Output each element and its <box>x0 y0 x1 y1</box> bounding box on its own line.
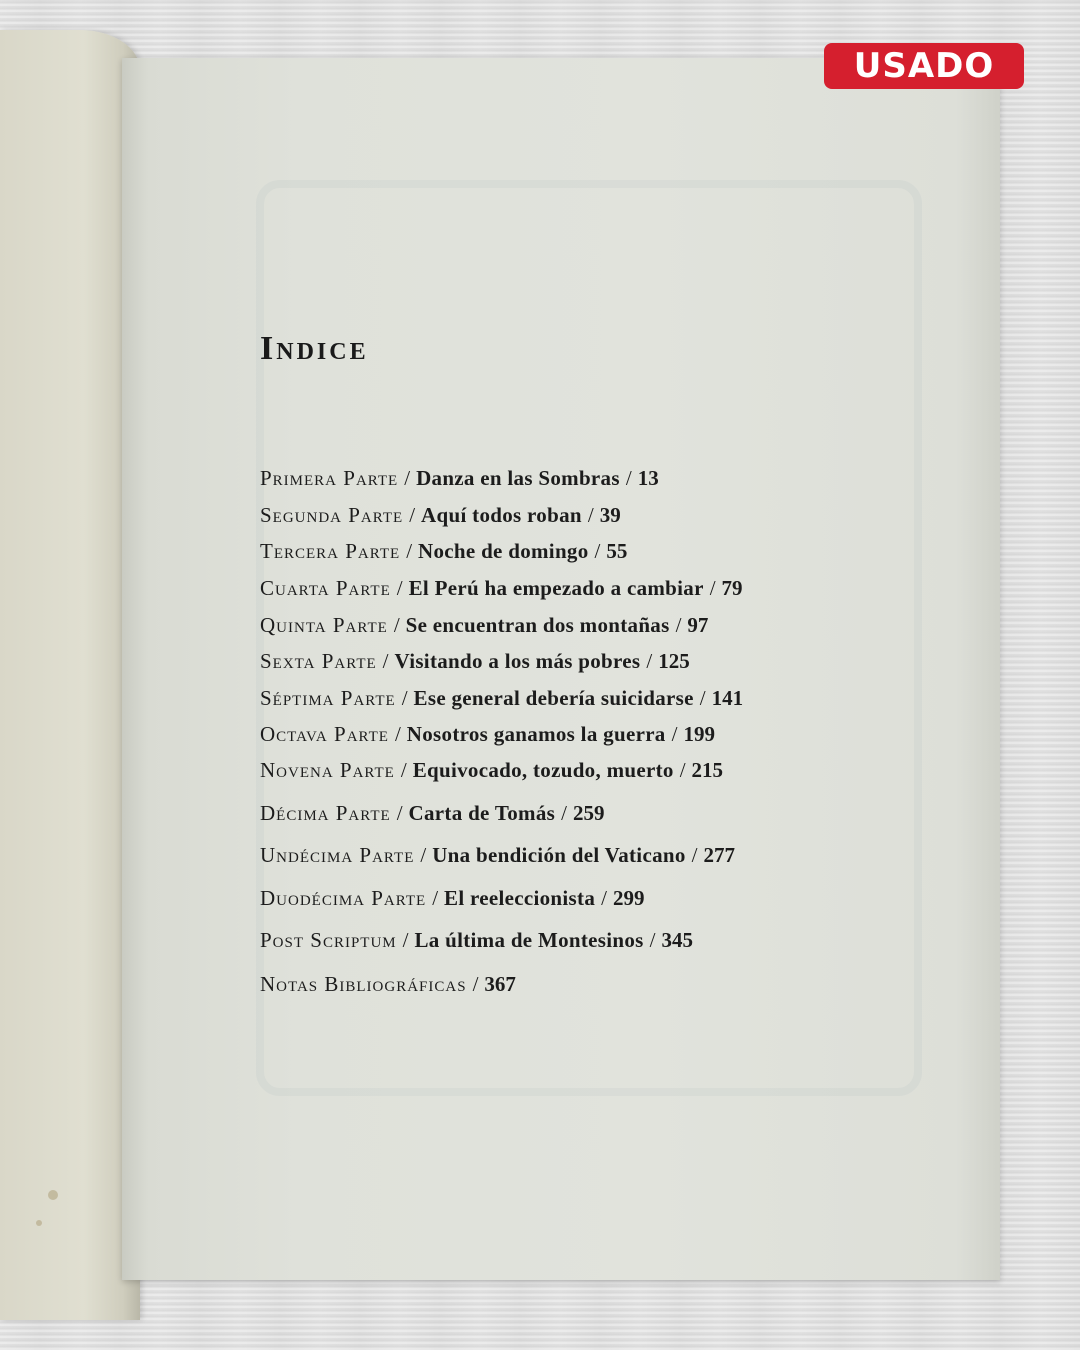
toc-page-number: 345 <box>661 928 693 952</box>
toc-page-number: 13 <box>637 466 659 490</box>
toc-entry <box>260 503 621 528</box>
toc-separator: / <box>594 539 601 563</box>
toc-separator: / <box>394 722 401 746</box>
toc-entry <box>260 886 644 911</box>
toc-separator: / <box>402 928 409 952</box>
toc-chapter-title: Noche de domingo <box>418 539 589 563</box>
toc-part-label: Tercera Parte <box>260 539 401 563</box>
toc-chapter-title: El Perú ha empezado a cambiar <box>408 576 704 600</box>
toc-part-label: Décima Parte <box>260 801 391 825</box>
toc-separator: / <box>393 613 400 637</box>
toc-chapter-title: Equivocado, tozudo, muerto <box>412 758 674 782</box>
toc-chapter-title: El reeleccionista <box>444 886 596 910</box>
toc-part-label: Séptima Parte <box>260 686 396 710</box>
toc-entry <box>260 613 708 638</box>
toc-entry <box>260 539 627 564</box>
toc-part-label: Undécima Parte <box>260 843 415 867</box>
toc-separator: / <box>382 649 389 673</box>
stain-spot <box>48 1190 58 1200</box>
toc-page-number: 299 <box>612 886 645 910</box>
book-left-page-edge <box>0 30 140 1320</box>
show-through-frame <box>256 180 922 1096</box>
toc-part-label: Cuarta Parte <box>260 576 391 600</box>
toc-separator: / <box>432 886 439 910</box>
toc-chapter-title: La última de Montesinos <box>414 928 644 952</box>
toc-part-label: Quinta Parte <box>260 613 388 637</box>
toc-entry <box>260 576 743 601</box>
toc-chapter-title: Carta de Tomás <box>408 801 556 825</box>
toc-chapter-title: Visitando a los más pobres <box>394 649 641 673</box>
toc-chapter-title: Ese general debería suicidarse <box>413 686 694 710</box>
toc-page-number: 199 <box>683 722 715 746</box>
toc-separator: / <box>420 843 427 867</box>
toc-part-label: Sexta Parte <box>260 649 377 673</box>
toc-separator: / <box>561 801 567 825</box>
toc-entry <box>260 928 693 953</box>
toc-separator: / <box>587 503 594 527</box>
toc-separator: / <box>400 758 407 782</box>
toc-separator: / <box>401 686 408 710</box>
toc-page-number: 97 <box>687 613 709 637</box>
toc-part-label: Primera Parte <box>260 466 399 490</box>
toc-part-label: Duodécima Parte <box>260 886 427 910</box>
toc-separator: / <box>406 539 413 563</box>
toc-entry <box>260 758 723 783</box>
toc-separator: / <box>404 466 411 490</box>
toc-page-number: 55 <box>606 539 628 563</box>
toc-page-number: 125 <box>658 649 690 673</box>
toc-page-number: 367 <box>484 972 516 996</box>
toc-separator: / <box>396 576 403 600</box>
toc-entry <box>260 466 659 491</box>
page-title: Indice <box>260 330 369 367</box>
toc-entry <box>260 686 743 711</box>
toc-separator: / <box>646 649 653 673</box>
toc-separator: / <box>671 722 678 746</box>
toc-part-label: Novena Parte <box>260 758 395 782</box>
toc-separator: / <box>691 843 698 867</box>
toc-separator: / <box>679 758 686 782</box>
toc-chapter-title: Una bendición del Vaticano <box>432 843 686 867</box>
toc-page-number: 141 <box>711 686 744 710</box>
toc-part-label: Post Scriptum <box>260 928 397 952</box>
toc-chapter-title: Aquí todos roban <box>421 503 582 527</box>
toc-page-number: 215 <box>691 758 724 782</box>
toc-page-number: 277 <box>703 843 735 867</box>
toc-entry <box>260 843 735 868</box>
toc-separator: / <box>649 928 656 952</box>
toc-entry <box>260 801 604 826</box>
toc-separator: / <box>601 886 607 910</box>
toc-page-number: 79 <box>721 576 743 600</box>
used-badge: USADO <box>824 43 1024 89</box>
toc-separator: / <box>396 801 403 825</box>
toc-page-number: 39 <box>599 503 621 527</box>
toc-part-label: Segunda Parte <box>260 503 404 527</box>
toc-chapter-title: Nosotros ganamos la guerra <box>406 722 666 746</box>
toc-part-label: Octava Parte <box>260 722 389 746</box>
toc-page-number: 259 <box>572 801 605 825</box>
stain-spot <box>36 1220 42 1226</box>
toc-entry <box>260 649 690 674</box>
toc-separator: / <box>625 466 632 490</box>
toc-entry <box>260 722 715 747</box>
toc-part-label: Notas Bibliográficas <box>260 972 467 996</box>
toc-separator: / <box>472 972 479 996</box>
toc-entry <box>260 972 516 997</box>
toc-chapter-title: Se encuentran dos montañas <box>405 613 670 637</box>
toc-separator: / <box>675 613 682 637</box>
toc-chapter-title: Danza en las Sombras <box>416 466 620 490</box>
toc-separator: / <box>699 686 706 710</box>
toc-separator: / <box>709 576 716 600</box>
toc-separator: / <box>409 503 416 527</box>
